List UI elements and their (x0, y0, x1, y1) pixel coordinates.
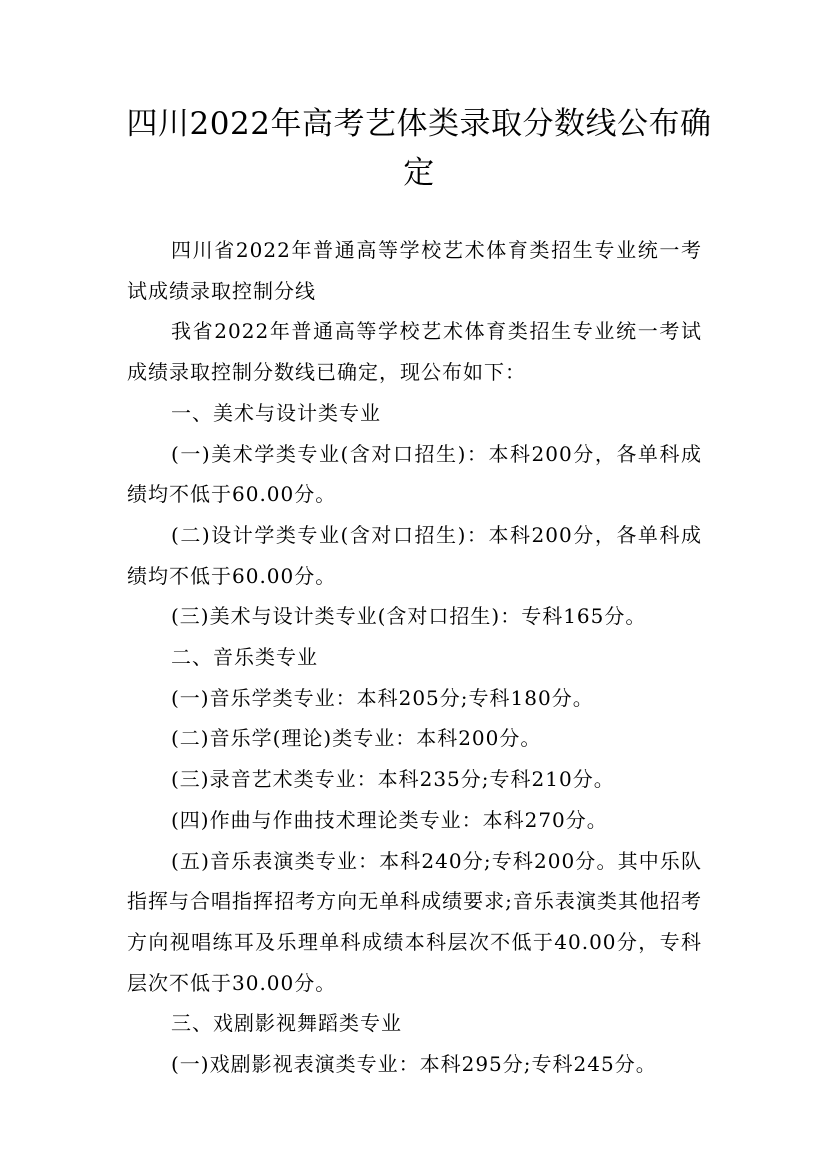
paragraph-composition: (四)作曲与作曲技术理论类专业：本科270分。 (171, 807, 608, 832)
document-title: 四川2022年高考艺体类录取分数线公布确定 (126, 106, 712, 191)
paragraph-fine-arts: (一)美术学类专业(含对口招生)：本科200分，各单科成绩均不低于60.00分。 (127, 441, 702, 507)
paragraph-music-theory: (二)音乐学(理论)类专业：本科200分。 (171, 726, 542, 751)
paragraph-design: (二)设计学类专业(含对口招生)：本科200分，各单科成绩均不低于60.00分。 (127, 522, 702, 588)
section-heading-music: 二、音乐类专业 (171, 645, 318, 670)
document-body (127, 230, 702, 1085)
section-heading-art-design: 一、美术与设计类专业 (171, 400, 381, 425)
paragraph-recording-art: (三)录音艺术类专业：本科235分;专科210分。 (171, 767, 615, 792)
paragraph-art-design-junior: (三)美术与设计类专业(含对口招生)：专科165分。 (171, 604, 647, 629)
paragraph-announcement: 我省2022年普通高等学校艺术体育类招生专业统一考试成绩录取控制分数线已确定，现公布如下： (127, 319, 702, 385)
paragraph-drama-performance: (一)戏剧影视表演类专业：本科295分;专科245分。 (171, 1052, 657, 1077)
section-heading-drama-film-dance: 三、戏剧影视舞蹈类专业 (171, 1011, 402, 1036)
paragraph-music-performance: (五)音乐表演类专业：本科240分;专科200分。其中乐队指挥与合唱指挥招考方向无单科成绩要求;音乐表演类其他招考方向视唱练耳及乐理单科成绩本科层次不低于40.00分，专科层次不低于30.00分。 (127, 848, 702, 995)
paragraph-musicology: (一)音乐学类专业：本科205分;专科180分。 (171, 685, 594, 710)
paragraph-intro-heading: 四川省2022年普通高等学校艺术体育类招生专业统一考试成绩录取控制分线 (127, 238, 702, 303)
